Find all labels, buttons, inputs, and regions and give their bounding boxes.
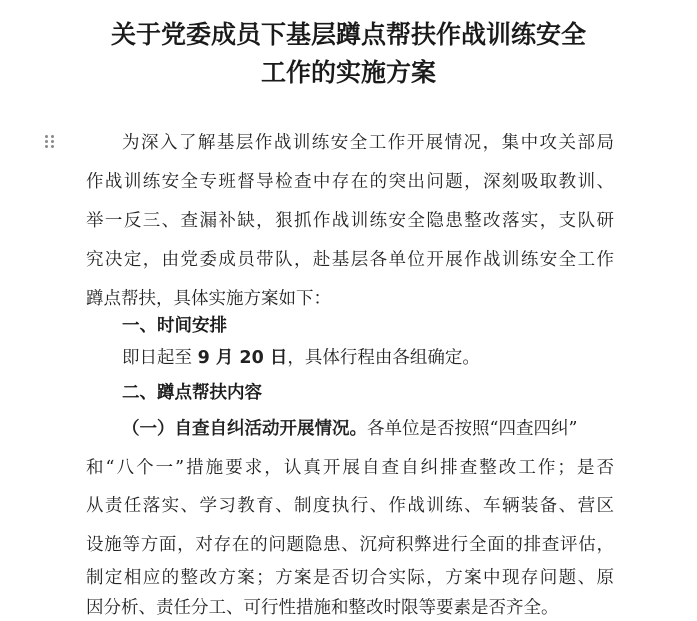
- section-1-heading: 一、时间安排: [122, 316, 227, 336]
- intro-line-4: 究决定，由党委成员带队，赴基层各单位开展作战训练安全工作: [86, 250, 614, 270]
- intro-line-3: 举一反三、查漏补缺，狠抓作战训练安全隐患整改落实，支队研: [86, 211, 614, 231]
- section-2-item-1-heading: （一）自查自纠活动开展情况。: [122, 419, 367, 439]
- drag-handle-icon[interactable]: [45, 135, 55, 149]
- section-2-item-1-line-1: [122, 417, 577, 441]
- section-1-date: 9 月 20 日: [197, 348, 288, 368]
- section-2-heading: 二、蹲点帮扶内容: [122, 383, 262, 403]
- section-2-item-1-line-1-text: 各单位是否按照“四查四纠”: [367, 419, 578, 439]
- document-title-line-2: 工作的实施方案: [260, 58, 436, 87]
- section-1-text-after: ，具体行程由各组确定。: [287, 348, 480, 368]
- intro-line-2: 作战训练安全专班督导检查中存在的突出问题，深刻吸取教训、: [86, 172, 614, 192]
- section-1-text: [122, 346, 480, 370]
- section-2-item-1-line-5: 制定相应的整改方案；方案是否切合实际，方案中现存问题、原: [86, 568, 614, 588]
- section-2-item-1-line-6: 因分析、责任分工、可行性措施和整改时限等要素是否齐全。: [86, 598, 559, 618]
- section-2-item-1-line-2: 和“八个一”措施要求，认真开展自查自纠排查整改工作；是否: [86, 458, 614, 478]
- intro-line-1: 为深入了解基层作战训练安全工作开展情况，集中攻关部局: [122, 133, 614, 153]
- section-2-item-1-line-4: 设施等方面，对存在的问题隐患、沉疴积弊进行全面的排查评估，: [86, 535, 614, 555]
- section-2-item-1-line-3: 从责任落实、学习教育、制度执行、作战训练、车辆装备、营区: [86, 496, 614, 516]
- intro-line-5: 蹲点帮扶，具体实施方案如下：: [86, 289, 331, 309]
- document-title-line-1: 关于党委成员下基层蹲点帮扶作战训练安全: [110, 20, 586, 49]
- section-1-text-before: 即日起至: [122, 348, 198, 368]
